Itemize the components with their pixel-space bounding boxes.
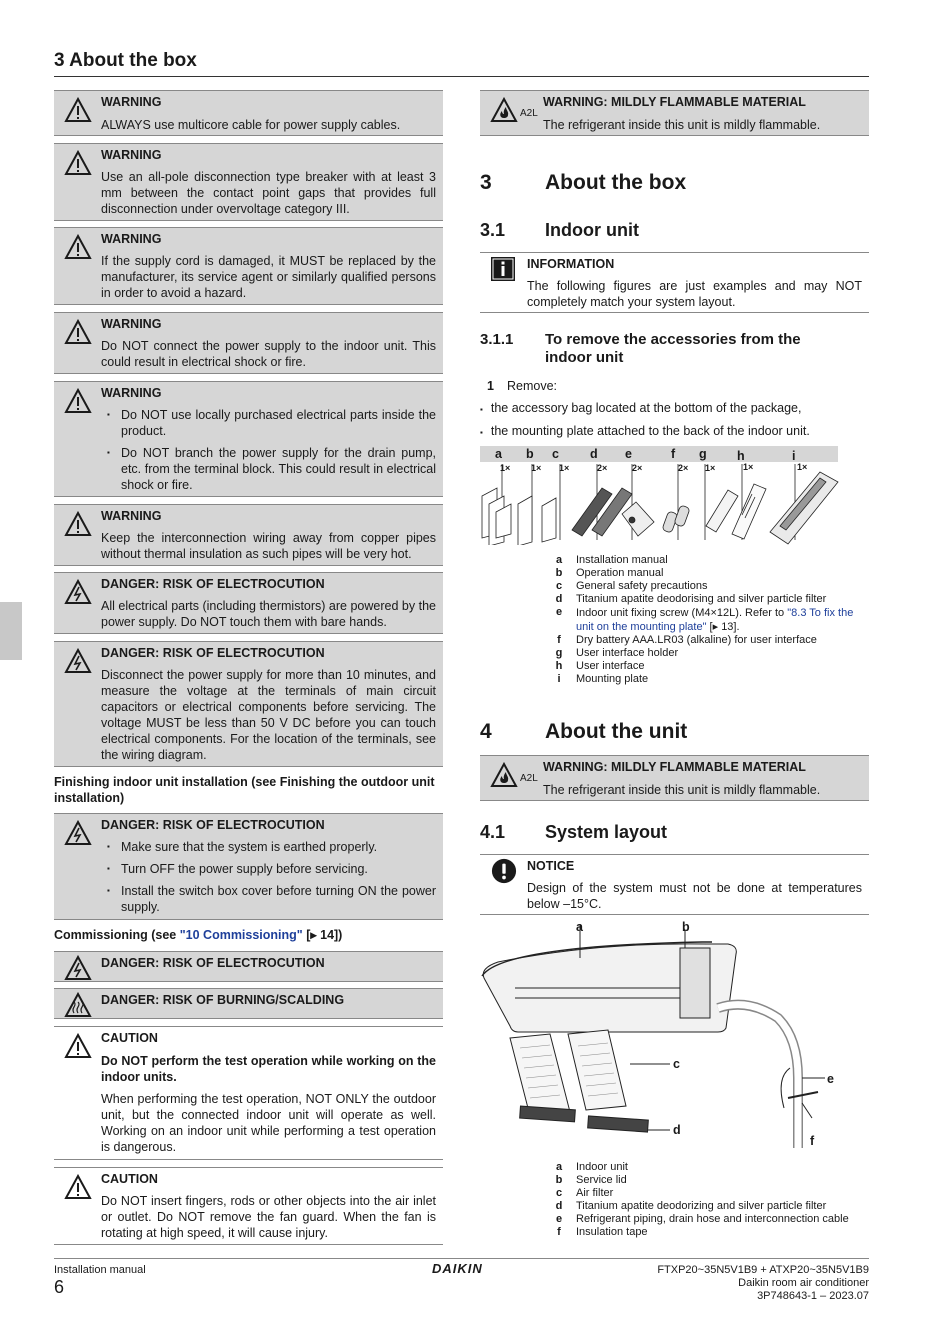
section-3-1-number: 3.1 bbox=[480, 220, 506, 240]
acc-qty-h: 1× bbox=[743, 462, 754, 472]
legend-value: Indoor unit bbox=[576, 1161, 628, 1173]
list-item: ▪ Turn OFF the power supply before servicing. bbox=[101, 861, 436, 877]
danger-title: DANGER: RISK OF ELECTROCUTION bbox=[101, 956, 325, 970]
danger-box bbox=[54, 951, 443, 982]
fix-unit-link[interactable]: "8.3 To fix the unit on the mounting plate" bbox=[576, 607, 854, 633]
acc-qty-f: 2× bbox=[678, 463, 689, 473]
section-3-1-1-title: To remove the accessories from the indoor unit bbox=[545, 331, 801, 366]
bullet-item: ▪ the mounting plate attached to the back of the indoor unit. bbox=[480, 424, 810, 438]
acc-label-i: i bbox=[792, 449, 796, 463]
legend-value: User interface bbox=[576, 660, 645, 672]
flammable-a2l-icon bbox=[490, 97, 542, 123]
caution-title: CAUTION bbox=[101, 1172, 158, 1186]
commissioning-reference bbox=[54, 927, 342, 943]
legend-value: Titanium apatite deodorizing and silver particle filter bbox=[576, 1200, 827, 1212]
legend-row bbox=[553, 554, 869, 567]
page-header-title: 3 About the box bbox=[54, 50, 197, 71]
warning-box bbox=[54, 504, 443, 566]
sys-label-f: f bbox=[810, 1134, 815, 1148]
warning-triangle-icon bbox=[64, 150, 92, 176]
acc-qty-b: 1× bbox=[531, 463, 542, 473]
warning-text: If the supply cord is damaged, it MUST be replaced by the manufacturer, its service agent or similarly qualified persons in order to avoid a hazard. bbox=[101, 254, 436, 300]
warning-triangle-icon bbox=[64, 388, 92, 414]
flammable-text: The refrigerant inside this unit is mildly flammable. bbox=[543, 118, 821, 132]
commissioning-link[interactable]: "10 Commissioning" bbox=[179, 928, 303, 942]
electrocution-danger-icon bbox=[64, 648, 92, 674]
a2l-badge-text: A2L bbox=[520, 108, 538, 119]
legend-row bbox=[553, 1187, 869, 1200]
commissioning-prefix: Commissioning (see bbox=[54, 928, 180, 942]
section-3-title: About the box bbox=[545, 171, 687, 194]
acc-qty-g: 1× bbox=[705, 463, 716, 473]
accessories-legend bbox=[553, 554, 869, 684]
legend-key: c bbox=[555, 580, 563, 592]
danger-box bbox=[54, 641, 443, 767]
flammable-warning-box bbox=[480, 90, 869, 136]
system-legend bbox=[553, 1161, 869, 1241]
legend-value: Insulation tape bbox=[576, 1226, 648, 1238]
caution-title: CAUTION bbox=[101, 1031, 158, 1045]
danger-box bbox=[54, 813, 443, 920]
legend-row bbox=[553, 660, 869, 673]
legend-row bbox=[553, 580, 869, 593]
information-box bbox=[480, 253, 869, 313]
legend-key: h bbox=[555, 660, 563, 672]
warning-box bbox=[54, 227, 443, 305]
danger-list bbox=[101, 839, 436, 921]
legend-key: b bbox=[555, 1174, 563, 1186]
footer-doc-code: 3P748643-1 – 2023.07 bbox=[757, 1290, 869, 1302]
section-4-1-number: 4.1 bbox=[480, 822, 506, 842]
acc-qty-c: 1× bbox=[559, 463, 570, 473]
caution-triangle-icon bbox=[64, 1174, 92, 1200]
legend-row bbox=[553, 1213, 869, 1226]
header-divider bbox=[54, 76, 869, 77]
legend-value: Refrigerant piping, drain hose and interconnection cable bbox=[576, 1213, 849, 1225]
sys-label-d: d bbox=[673, 1123, 681, 1137]
list-item: ▪ Do NOT branch the power supply for the drain pump, etc. from the terminal block. This could result in electrical shock or fire. bbox=[101, 445, 436, 493]
notice-title: NOTICE bbox=[527, 859, 575, 873]
acc-label-c: c bbox=[552, 447, 559, 461]
caution-bold-text: Do NOT perform the test operation while working on the indoor units. bbox=[101, 1054, 436, 1084]
legend-value: Dry battery AAA.LR03 (alkaline) for user interface bbox=[576, 634, 817, 646]
acc-label-h: h bbox=[737, 449, 745, 463]
warning-text: Do NOT connect the power supply to the indoor unit. This could result in electrical shock or fire. bbox=[101, 339, 436, 369]
danger-title: DANGER: RISK OF ELECTROCUTION bbox=[101, 577, 325, 591]
footer-model: FTXP20~35N5V1B9 + ATXP20~35N5V1B9 bbox=[657, 1264, 869, 1276]
acc-label-a: a bbox=[495, 447, 502, 461]
electrocution-danger-icon bbox=[64, 820, 92, 846]
section-4-number: 4 bbox=[480, 720, 492, 743]
sys-label-c: c bbox=[673, 1057, 680, 1071]
legend-key: f bbox=[557, 1226, 561, 1238]
list-item: ▪ Do NOT use locally purchased electrical parts inside the product. bbox=[101, 407, 436, 439]
section-3-1-title: Indoor unit bbox=[545, 220, 639, 240]
danger-title: DANGER: RISK OF BURNING/SCALDING bbox=[101, 993, 345, 1007]
legend-value: Operation manual bbox=[576, 567, 664, 579]
notice-box bbox=[480, 855, 869, 915]
footer-product: Daikin room air conditioner bbox=[738, 1277, 869, 1289]
acc-label-g: g bbox=[699, 447, 707, 461]
bullet-text: the mounting plate attached to the back of the indoor unit. bbox=[490, 424, 810, 438]
legend-row bbox=[553, 647, 869, 660]
legend-page-ref: [▸ 13]. bbox=[706, 621, 740, 633]
warning-box bbox=[54, 312, 443, 374]
system-layout-illustration bbox=[480, 918, 850, 1153]
warning-text: Use an all-pole disconnection type breaker with at least 3 mm between the contact point gaps that provides full disconnection under overvoltage category III. bbox=[101, 170, 436, 216]
caution-text: When performing the test operation, NOT ONLY the outdoor unit, but the connected indoor unit will operate as well. Working on an indoor unit while performing a test operation is dangerous. bbox=[101, 1092, 436, 1154]
list-item: ▪ Install the switch box cover before turning ON the power supply. bbox=[101, 883, 436, 915]
acc-label-d: d bbox=[590, 447, 598, 461]
legend-key: d bbox=[555, 593, 563, 605]
legend-value bbox=[576, 606, 866, 634]
warning-text: Keep the interconnection wiring away from copper pipes without thermal insulation as such pipes will be very hot. bbox=[101, 531, 436, 561]
danger-text: Disconnect the power supply for more than 10 minutes, and measure the voltage at the terminals of main circuit capacitors or electrical components before servicing. The voltage MUST be less than 50 V DC before you can touch electrical components. For the location of the terminals, see the wiring diagram. bbox=[101, 668, 436, 762]
flammable-title: WARNING: MILDLY FLAMMABLE MATERIAL bbox=[543, 760, 806, 774]
acc-qty-e: 2× bbox=[632, 463, 643, 473]
danger-box bbox=[54, 572, 443, 634]
acc-label-e: e bbox=[625, 447, 632, 461]
legend-row bbox=[553, 1200, 869, 1213]
legend-key: e bbox=[555, 1213, 563, 1225]
legend-row bbox=[553, 1161, 869, 1174]
daikin-logo: DAIKIN bbox=[432, 1261, 483, 1276]
hot-surface-danger-icon bbox=[64, 992, 92, 1018]
step-text: Remove: bbox=[507, 379, 558, 393]
warning-title: WARNING bbox=[101, 232, 162, 246]
caution-box bbox=[54, 1026, 443, 1160]
legend-value-text: Indoor unit fixing screw (M4×12L). Refer to bbox=[576, 607, 788, 619]
legend-key: a bbox=[555, 1161, 563, 1173]
legend-key: d bbox=[555, 1200, 563, 1212]
warning-box bbox=[54, 381, 443, 497]
warning-triangle-icon bbox=[64, 234, 92, 260]
warning-title: WARNING bbox=[101, 95, 162, 109]
warning-box bbox=[54, 143, 443, 221]
warning-triangle-icon bbox=[64, 97, 92, 123]
caution-box bbox=[54, 1167, 443, 1245]
legend-value: Titanium apatite deodorising and silver particle filter bbox=[576, 593, 827, 605]
flammable-title: WARNING: MILDLY FLAMMABLE MATERIAL bbox=[543, 95, 806, 109]
sys-label-b: b bbox=[682, 920, 690, 934]
section-3-number: 3 bbox=[480, 171, 492, 194]
warning-box bbox=[54, 90, 443, 136]
acc-label-f: f bbox=[671, 447, 676, 461]
legend-key: b bbox=[555, 567, 563, 579]
legend-row bbox=[553, 1174, 869, 1187]
danger-title: DANGER: RISK OF ELECTROCUTION bbox=[101, 646, 325, 660]
a2l-badge-text: A2L bbox=[520, 773, 538, 784]
legend-value: Installation manual bbox=[576, 554, 668, 566]
section-4-title: About the unit bbox=[545, 720, 688, 743]
legend-value: Service lid bbox=[576, 1174, 627, 1186]
legend-key: c bbox=[555, 1187, 563, 1199]
legend-value: General safety precautions bbox=[576, 580, 708, 592]
acc-qty-i: 1× bbox=[797, 462, 808, 472]
legend-key: g bbox=[555, 647, 563, 659]
bullet-item: ▪ the accessory bag located at the bottom of the package, bbox=[480, 401, 802, 415]
notice-text: Design of the system must not be done at temperatures below –15°C. bbox=[527, 881, 862, 911]
caution-triangle-icon bbox=[64, 1033, 92, 1059]
sys-label-a: a bbox=[576, 920, 583, 934]
legend-key: i bbox=[557, 673, 561, 685]
notice-exclamation-icon bbox=[490, 858, 518, 884]
accessories-illustration bbox=[480, 460, 840, 545]
legend-row bbox=[553, 673, 869, 686]
flammable-text: The refrigerant inside this unit is mildly flammable. bbox=[543, 783, 821, 797]
legend-row bbox=[553, 606, 869, 632]
warning-text: ALWAYS use multicore cable for power supply cables. bbox=[101, 118, 401, 132]
danger-text: All electrical parts (including thermistors) are powered by the power supply. Do NOT touch them with bare hands. bbox=[101, 599, 436, 629]
warning-title: WARNING bbox=[101, 386, 162, 400]
acc-qty-d: 2× bbox=[597, 463, 608, 473]
information-text: The following figures are just examples and may NOT completely match your system layout. bbox=[527, 279, 862, 309]
finishing-heading: Finishing indoor unit installation (see Finishing the outdoor unit installation) bbox=[54, 775, 435, 805]
electrocution-danger-icon bbox=[64, 579, 92, 605]
warning-title: WARNING bbox=[101, 148, 162, 162]
acc-qty-a: 1× bbox=[500, 463, 511, 473]
danger-box bbox=[54, 988, 443, 1019]
legend-key: a bbox=[555, 554, 563, 566]
page-number: 6 bbox=[54, 1277, 65, 1297]
footer-divider bbox=[54, 1258, 869, 1259]
legend-row bbox=[553, 634, 869, 647]
legend-row bbox=[553, 593, 869, 606]
warning-list bbox=[101, 407, 436, 499]
acc-label-b: b bbox=[526, 447, 534, 461]
danger-title: DANGER: RISK OF ELECTROCUTION bbox=[101, 818, 325, 832]
information-title: INFORMATION bbox=[527, 257, 615, 271]
chapter-side-tab bbox=[0, 602, 22, 660]
warning-triangle-icon bbox=[64, 511, 92, 537]
warning-title: WARNING bbox=[101, 317, 162, 331]
legend-key: e bbox=[555, 606, 563, 618]
commissioning-page-ref: [▸ 14]) bbox=[302, 928, 343, 942]
legend-value: Air filter bbox=[576, 1187, 614, 1199]
footer-doc-type: Installation manual bbox=[54, 1264, 146, 1276]
information-icon bbox=[490, 256, 516, 282]
list-item: ▪ Make sure that the system is earthed properly. bbox=[101, 839, 436, 855]
warning-triangle-icon bbox=[64, 319, 92, 345]
warning-title: WARNING bbox=[101, 509, 162, 523]
bullet-text: the accessory bag located at the bottom of the package, bbox=[490, 401, 802, 415]
legend-key: f bbox=[557, 634, 561, 646]
legend-value: Mounting plate bbox=[576, 673, 649, 685]
flammable-warning-box bbox=[480, 755, 869, 801]
section-4-1-title: System layout bbox=[545, 822, 668, 842]
electrocution-danger-icon bbox=[64, 955, 92, 981]
legend-row bbox=[553, 1226, 869, 1239]
sys-label-e: e bbox=[827, 1072, 834, 1086]
legend-value: User interface holder bbox=[576, 647, 679, 659]
section-3-1-1-number: 3.1.1 bbox=[480, 331, 514, 348]
caution-text: Do NOT insert fingers, rods or other objects into the air inlet or outlet. Do NOT remove the fan guard. When the fan is rotating at high speed, it will cause injury. bbox=[101, 1194, 436, 1240]
flammable-a2l-icon bbox=[490, 762, 542, 788]
step-number: 1 bbox=[487, 379, 494, 393]
legend-row bbox=[553, 567, 869, 580]
